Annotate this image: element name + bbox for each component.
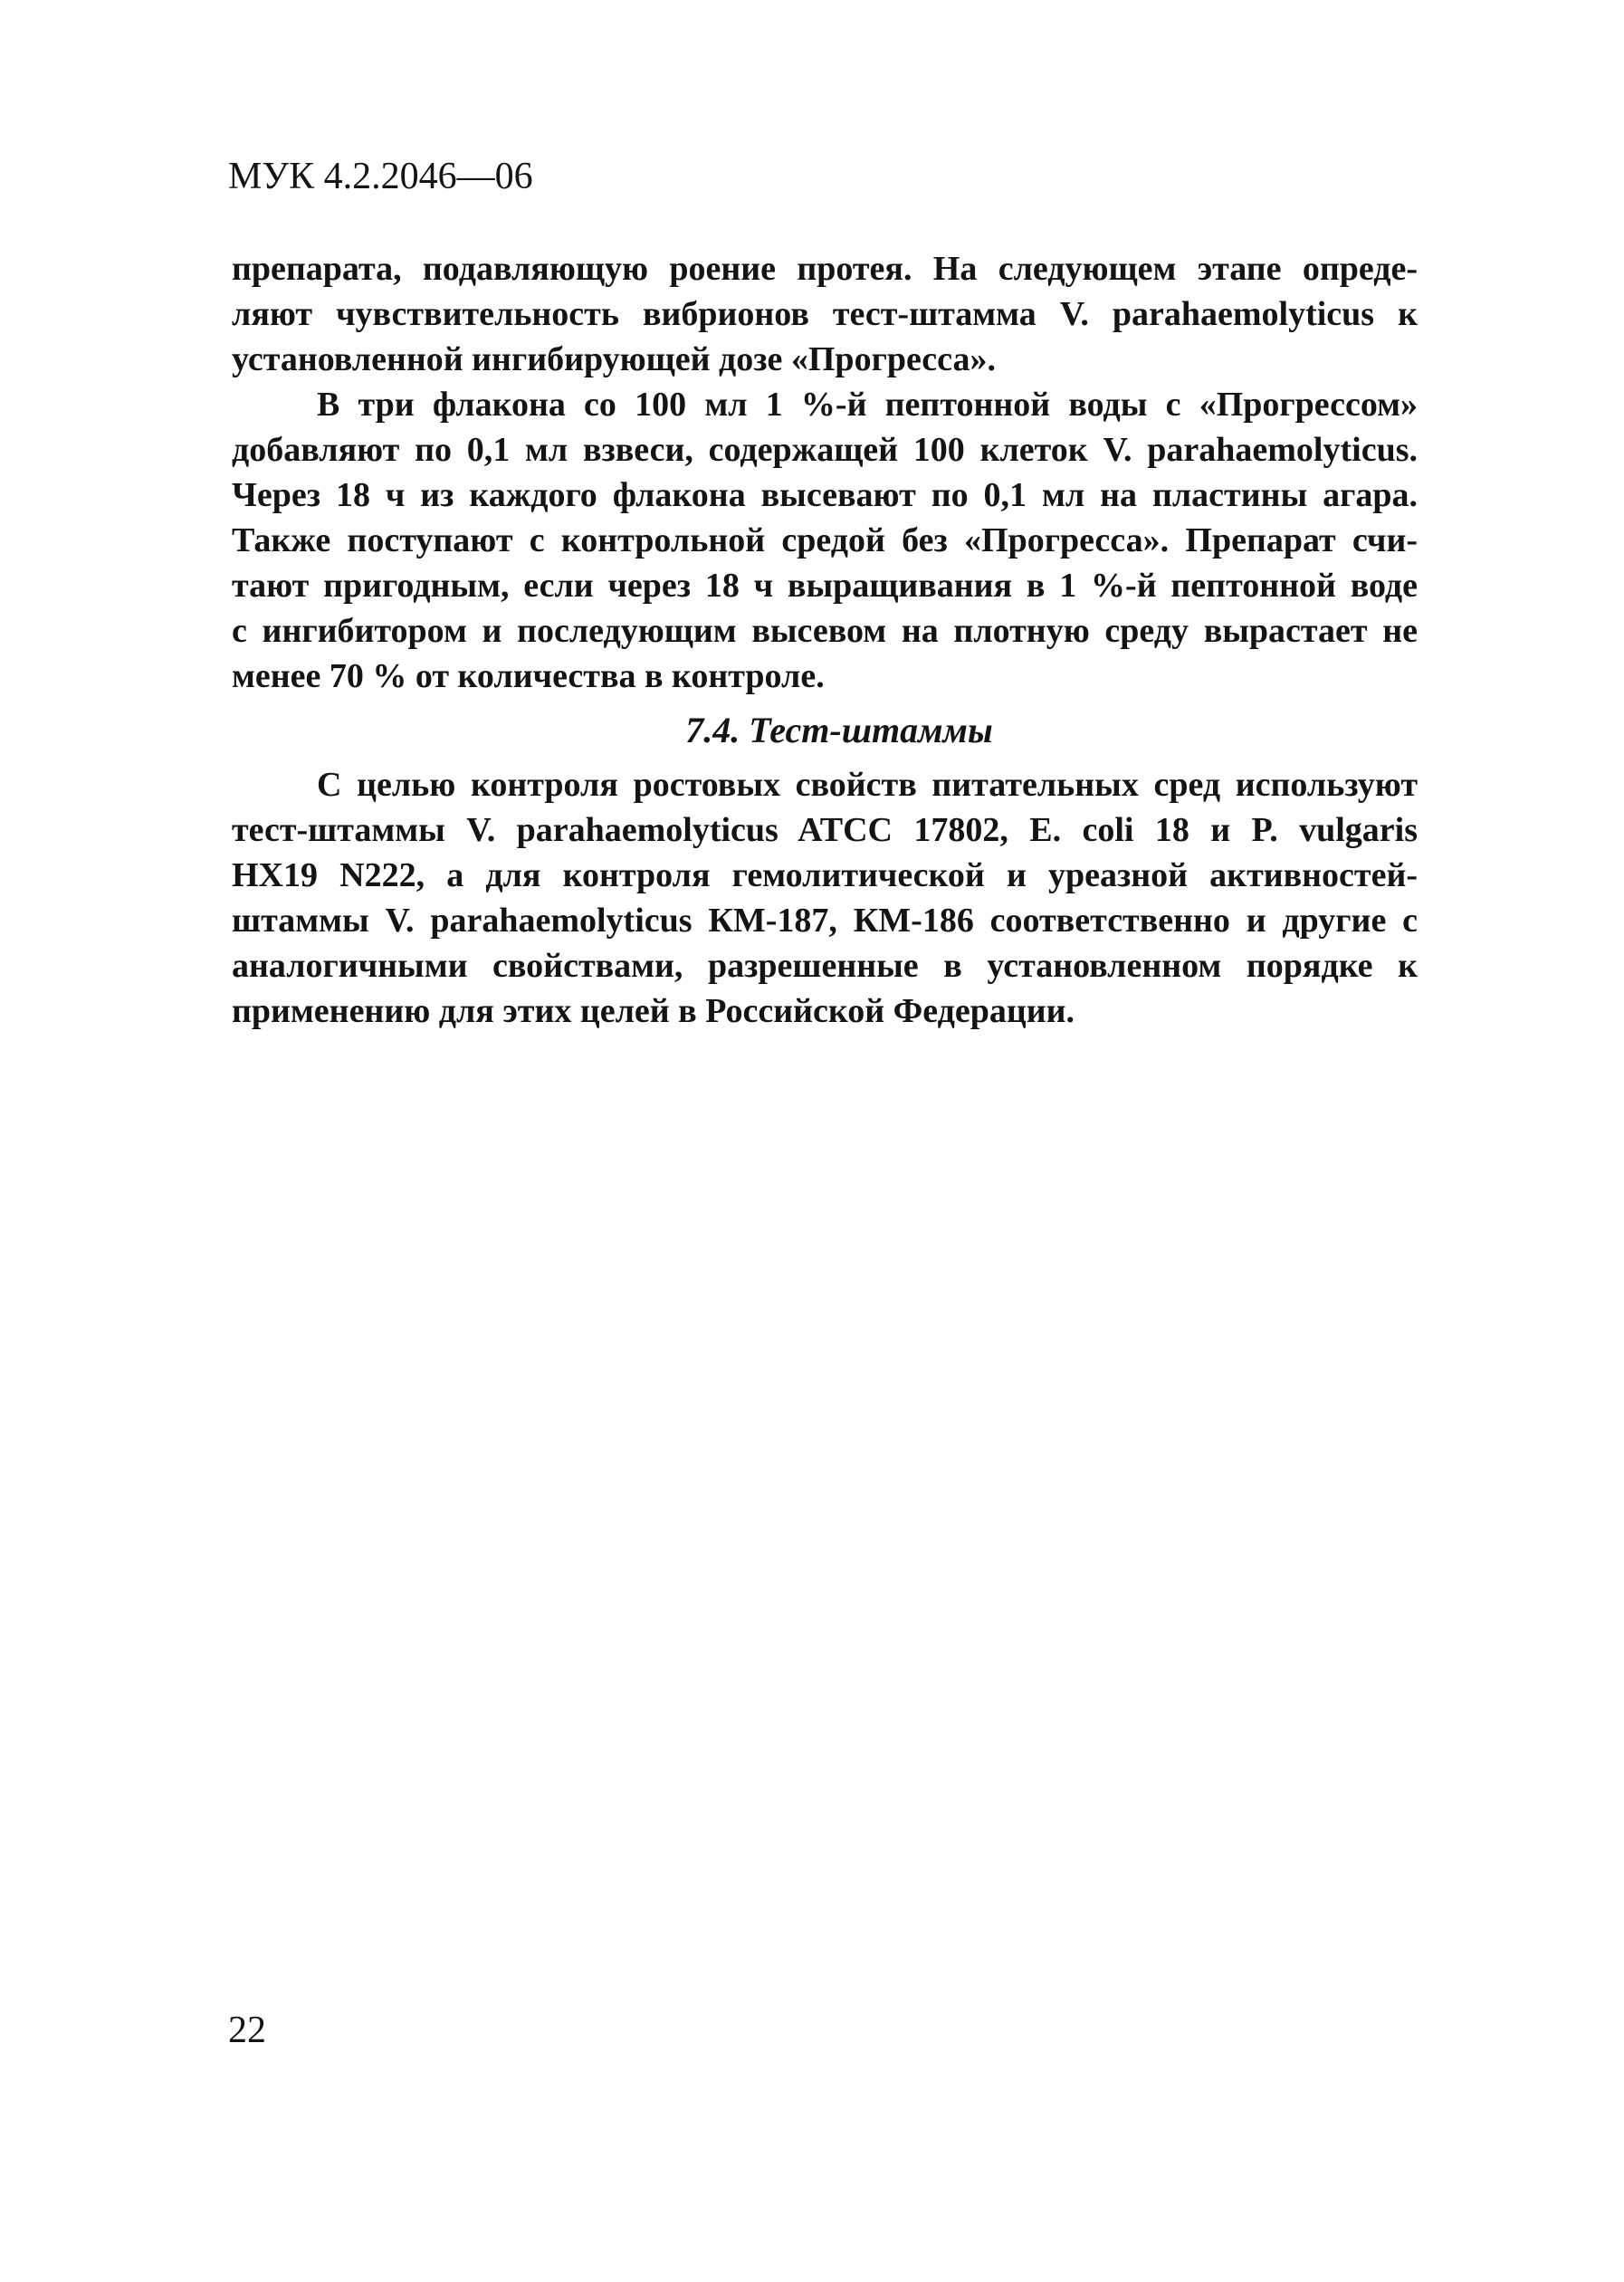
text-line: Через 18 ч из каждого флакона высевают по 0,1 мл на пластины агара. (232, 476, 1418, 514)
text-line: с ингибитором и последующим высевом на плотную среду вырастает не (232, 612, 1418, 650)
text-line: тают пригодным, если через 18 ч выращивания в 1 %-й пептонной воде (232, 567, 1418, 605)
text-line: менее 70 % от количества в контроле. (232, 657, 825, 695)
text-line: HX19 N222, а для контроля гемолитической и уреазной активностей- (232, 856, 1418, 894)
text-line: штаммы V. parahaemolyticus КМ-187, КМ-186 соответственно и другие с (232, 902, 1418, 940)
page-number: 22 (228, 2010, 266, 2051)
paragraph-first-line: С целью контроля ростовых свойств питательных сред используют (317, 766, 1418, 804)
section-heading: 7.4. Тест-штаммы (685, 710, 993, 750)
text-line: применению для этих целей в Российской Федерации. (232, 992, 1075, 1030)
text-line: ляют чувствительность вибрионов тест-штамма V. parahaemolyticus к (232, 295, 1418, 333)
text-line: установленной ингибирующей дозе «Прогресса». (232, 340, 996, 378)
text-line: тест-штаммы V. parahaemolyticus ATCC 17802, E. coli 18 и P. vulgaris (232, 811, 1418, 849)
text-line: аналогичными свойствами, разрешенные в установленном порядке к (232, 947, 1418, 985)
text-line: препарата, подавляющую роение протея. На следующем этапе опреде- (232, 250, 1418, 288)
document-code-header: МУК 4.2.2046—06 (228, 156, 533, 197)
paragraph-first-line: В три флакона со 100 мл 1 %-й пептонной воды с «Прогрессом» (317, 386, 1418, 424)
text-line: добавляют по 0,1 мл взвеси, содержащей 100 клеток V. parahaemolyticus. (232, 431, 1418, 469)
text-line: Также поступают с контрольной средой без «Прогресса». Препарат счи- (232, 521, 1418, 559)
